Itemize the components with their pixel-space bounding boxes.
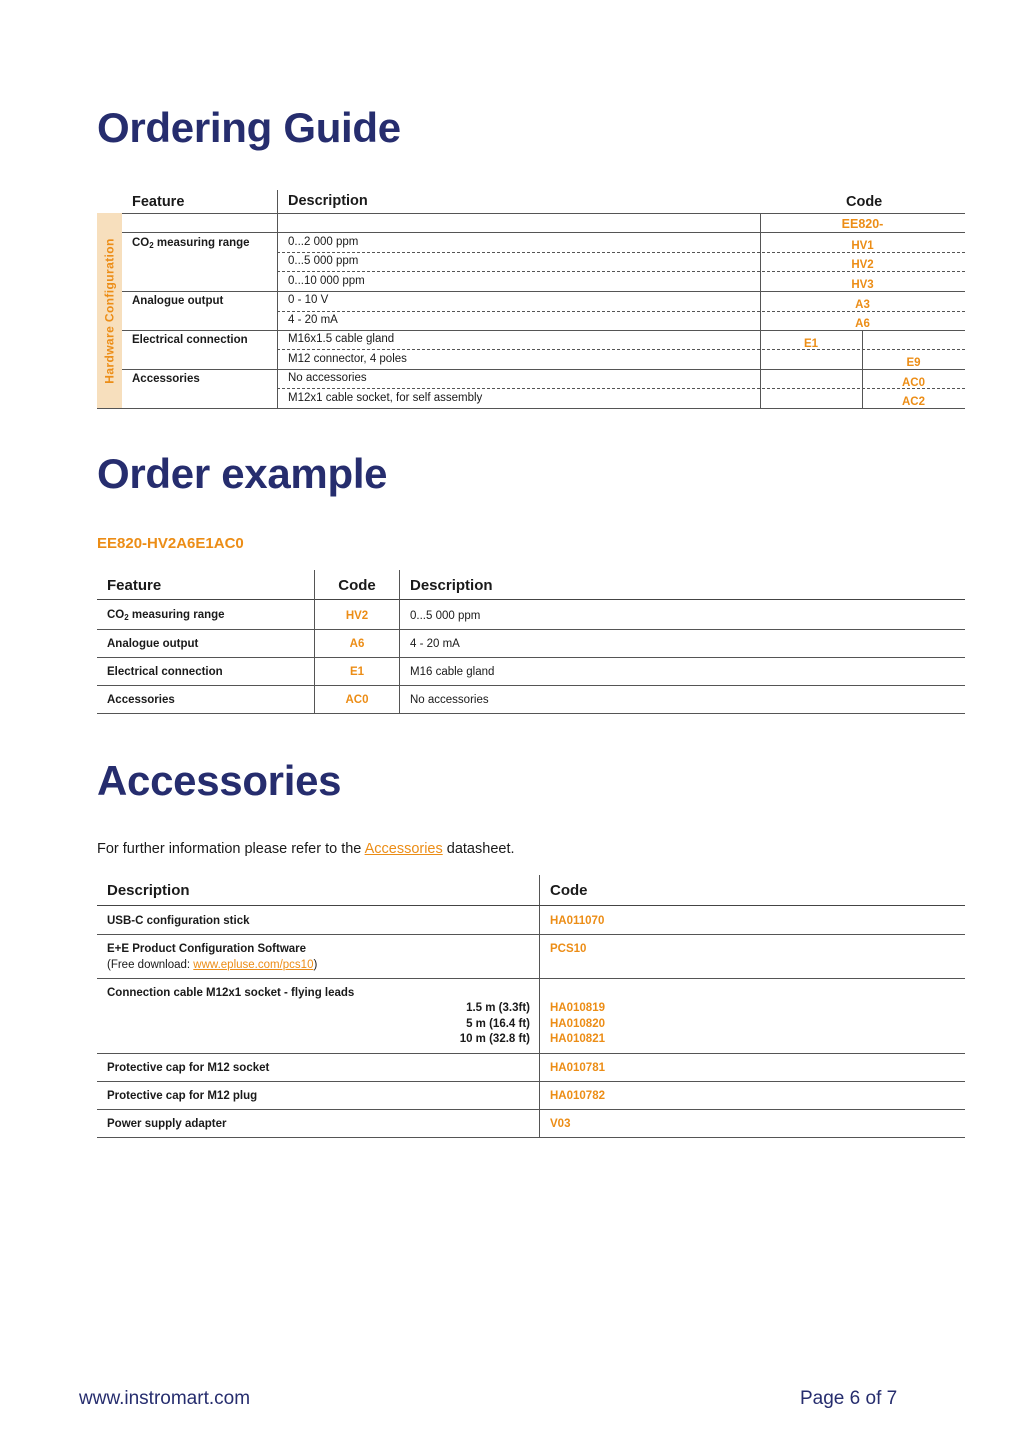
divider (97, 1053, 965, 1054)
header-rule (97, 599, 965, 600)
cap-socket-code: HA010781 (550, 1062, 605, 1074)
divider (97, 978, 965, 979)
table-row (97, 685, 965, 714)
ordering-guide-table (97, 190, 965, 410)
power-code: V03 (550, 1118, 571, 1130)
code-hv2: HV2 (851, 259, 874, 271)
feature-accessories: Accessories (132, 373, 200, 385)
divider (277, 311, 965, 312)
software-note: (Free download: www.epluse.com/pcs10) (107, 959, 318, 971)
accessories-datasheet-link[interactable]: Accessories (364, 841, 443, 857)
desc-a3: 0 - 10 V (288, 294, 329, 306)
cap-plug-code: HA010782 (550, 1090, 605, 1102)
code-hv1: HV1 (851, 240, 874, 252)
divider (277, 252, 965, 253)
feature-analogue: Analogue output (132, 295, 224, 307)
desc-e1: M16x1.5 cable gland (288, 333, 395, 345)
divider (122, 291, 965, 292)
feature-cell: Accessories (107, 694, 175, 706)
code-a3: A3 (855, 299, 870, 311)
divider (277, 388, 965, 389)
description-cell: 0...5 000 ppm (410, 610, 481, 622)
table-row (97, 657, 965, 686)
divider (97, 1137, 965, 1138)
feature-electrical: Electrical connection (132, 334, 248, 346)
cap-plug-description: Protective cap for M12 plug (107, 1090, 258, 1102)
desc-a6: 4 - 20 mA (288, 314, 338, 326)
feature-cell: $CO_2$ measuring range (107, 609, 225, 622)
divider (97, 1081, 965, 1082)
software-description: E+E Product Configuration Software (107, 943, 307, 955)
code-a6: A6 (855, 318, 870, 330)
header-rule (97, 905, 965, 906)
usb-description: USB-C configuration stick (107, 915, 250, 927)
desc-ac2: M12x1 cable socket, for self assembly (288, 392, 483, 404)
divider (97, 1109, 965, 1110)
header-feature: Feature (132, 194, 185, 210)
table-row (97, 601, 965, 630)
header-description: Description (107, 882, 190, 899)
software-code: PCS10 (550, 943, 587, 955)
cable-code: HA010819 (550, 1002, 605, 1014)
cable-description: Connection cable M12x1 socket - flying leads (107, 987, 355, 999)
cable-length: 1.5 m (3.3ft) (466, 1002, 530, 1014)
accessories-intro: For further information please refer to the Accessories datasheet. (97, 841, 515, 857)
description-cell: 4 - 20 mA (410, 638, 460, 650)
code-ac0: AC0 (901, 377, 925, 389)
cable-code: HA010821 (550, 1033, 605, 1045)
feature-cell: Electrical connection (107, 666, 223, 678)
desc-hv3: 0...10 000 ppm (288, 275, 365, 287)
table-row (97, 629, 965, 658)
divider (122, 232, 965, 233)
header-code: Code (338, 577, 376, 594)
code-cell: HV2 (345, 610, 369, 622)
divider (97, 934, 965, 935)
order-example-code: EE820-HV2A6E1AC0 (97, 535, 244, 552)
code-cell: E1 (349, 666, 365, 678)
divider (277, 349, 965, 350)
code-e9: E9 (906, 357, 921, 369)
header-description: Description (410, 577, 493, 594)
description-cell: M16 cable gland (410, 666, 495, 678)
cable-length: 5 m (16.4 ft) (466, 1018, 530, 1030)
divider (122, 369, 965, 370)
desc-ac0: No accessories (288, 372, 367, 384)
usb-code: HA011070 (550, 915, 605, 927)
description-cell: No accessories (410, 694, 489, 706)
cap-socket-description: Protective cap for M12 socket (107, 1062, 270, 1074)
code-prefix: EE820- (841, 217, 884, 231)
divider (122, 330, 965, 331)
desc-hv2: 0...5 000 ppm (288, 255, 359, 267)
divider (97, 408, 965, 409)
desc-hv1: 0...2 000 ppm (288, 236, 359, 248)
footer-website[interactable]: www.instromart.com (79, 1388, 251, 1409)
code-cell: A6 (349, 638, 365, 650)
feature-cell: Analogue output (107, 638, 199, 650)
header-feature: Feature (107, 577, 162, 594)
cable-code: HA010820 (550, 1018, 605, 1030)
hardware-config-label: Hardware Configuration (102, 237, 117, 384)
order-example-title: Order example (97, 450, 388, 497)
code-cell: AC0 (345, 694, 369, 706)
feature-co2: $CO_2$ measuring range (132, 237, 250, 250)
divider (97, 213, 965, 214)
code-ac2: AC2 (901, 396, 925, 408)
code-e1: E1 (803, 338, 819, 350)
divider (539, 875, 540, 1138)
accessories-title: Accessories (97, 757, 342, 804)
power-description: Power supply adapter (107, 1118, 227, 1130)
software-download-link[interactable]: www.epluse.com/pcs10 (193, 959, 314, 971)
divider (277, 190, 278, 213)
code-hv3: HV3 (851, 279, 874, 291)
ordering-guide-title: Ordering Guide (97, 104, 401, 151)
desc-e9: M12 connector, 4 poles (288, 353, 407, 365)
header-code: Code (550, 882, 588, 899)
header-code: Code (846, 194, 883, 210)
divider (277, 271, 965, 272)
cable-length: 10 m (32.8 ft) (459, 1033, 530, 1045)
footer-page-number: Page 6 of 7 (800, 1388, 898, 1409)
header-description: Description (288, 193, 368, 209)
